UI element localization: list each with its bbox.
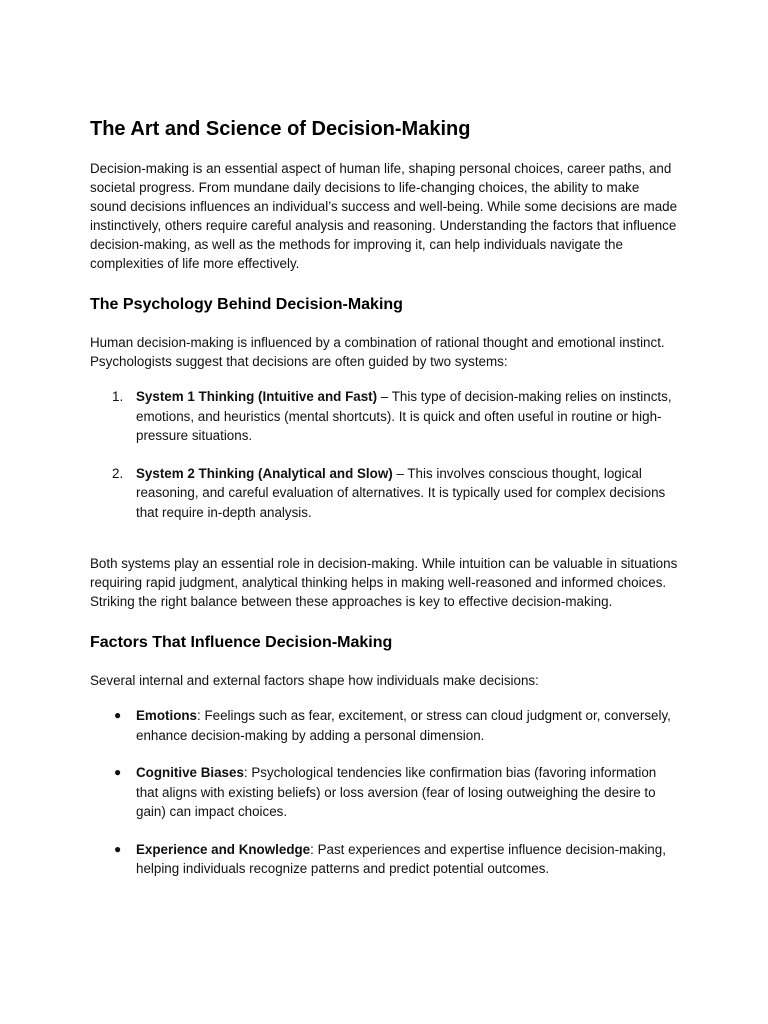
section-heading-factors: Factors That Influence Decision-Making <box>90 634 393 651</box>
bullet-icon: ● <box>114 765 122 779</box>
factors-bullet-list <box>90 706 678 879</box>
factors-lead-paragraph: Several internal and external factors shape how individuals make decisions: <box>90 673 539 688</box>
list-item-term: System 1 Thinking (Intuitive and Fast) <box>136 389 378 404</box>
list-item-text: : Feelings such as fear, excitement, or stress can cloud judgment or, conversely, enhance decision-making by adding a personal dimension. <box>136 708 671 743</box>
list-item <box>90 387 678 446</box>
bullet-icon: ● <box>114 708 122 722</box>
list-item-text: – This involves conscious thought, logical reasoning, and careful evaluation of alternatives. It is typically used for complex decisions that require in-depth analysis. <box>136 465 666 520</box>
list-item-term: System 2 Thinking (Analytical and Slow) <box>136 465 393 481</box>
document-title: The Art and Science of Decision-Making <box>90 118 471 140</box>
psychology-lead-paragraph: Human decision-making is influenced by a combination of rational thought and emotional instinct. Psychologists suggest that decisions are often guided by two systems: <box>90 335 665 369</box>
list-item <box>90 464 678 523</box>
list-item-term: Emotions <box>136 708 198 723</box>
systems-numbered-list <box>90 387 678 522</box>
bullet-icon: ● <box>114 841 122 856</box>
psychology-closing-paragraph: Both systems play an essential role in decision-making. While intuition can be valuable in situations requiring rapid judgment, analytical thinking helps in making well-reasoned and informed choices. Striking the right balance between these approaches is key to effective decision-making. <box>90 556 678 609</box>
list-item <box>90 763 678 822</box>
list-item-term: Cognitive Biases <box>136 765 244 780</box>
spacer <box>90 540 678 554</box>
section-heading-psychology: The Psychology Behind Decision-Making <box>90 296 403 313</box>
list-number: 2. <box>112 465 124 481</box>
list-item-text: : Psychological tendencies like confirmation bias (favoring information that aligns with existing beliefs) or loss aversion (fear of losing outweighing the desire to gain) can impact choices. <box>136 765 657 819</box>
list-item-term: Experience and Knowledge <box>136 841 311 857</box>
list-item-text: – This type of decision-making relies on instincts, emotions, and heuristics (mental shortcuts). It is quick and often useful in routine or high-pressure situations. <box>136 389 672 443</box>
list-item <box>90 706 678 745</box>
list-number: 1. <box>112 389 124 404</box>
list-item <box>90 840 678 879</box>
intro-paragraph: Decision-making is an essential aspect of human life, shaping personal choices, career paths, and societal progress. From mundane daily decisions to life-changing choices, the ability to make sound decisions influences an individual’s success and well-being. While some decisions are made instinctively, others require careful analysis and reasoning. Understanding the factors that influence decision-making, as well as the methods for improving it, can help individuals navigate the complexities of life more effectively. <box>90 161 678 271</box>
list-item-text: : Past experiences and expertise influence decision-making, helping individuals recognize patterns and predict potential outcomes. <box>136 841 666 876</box>
